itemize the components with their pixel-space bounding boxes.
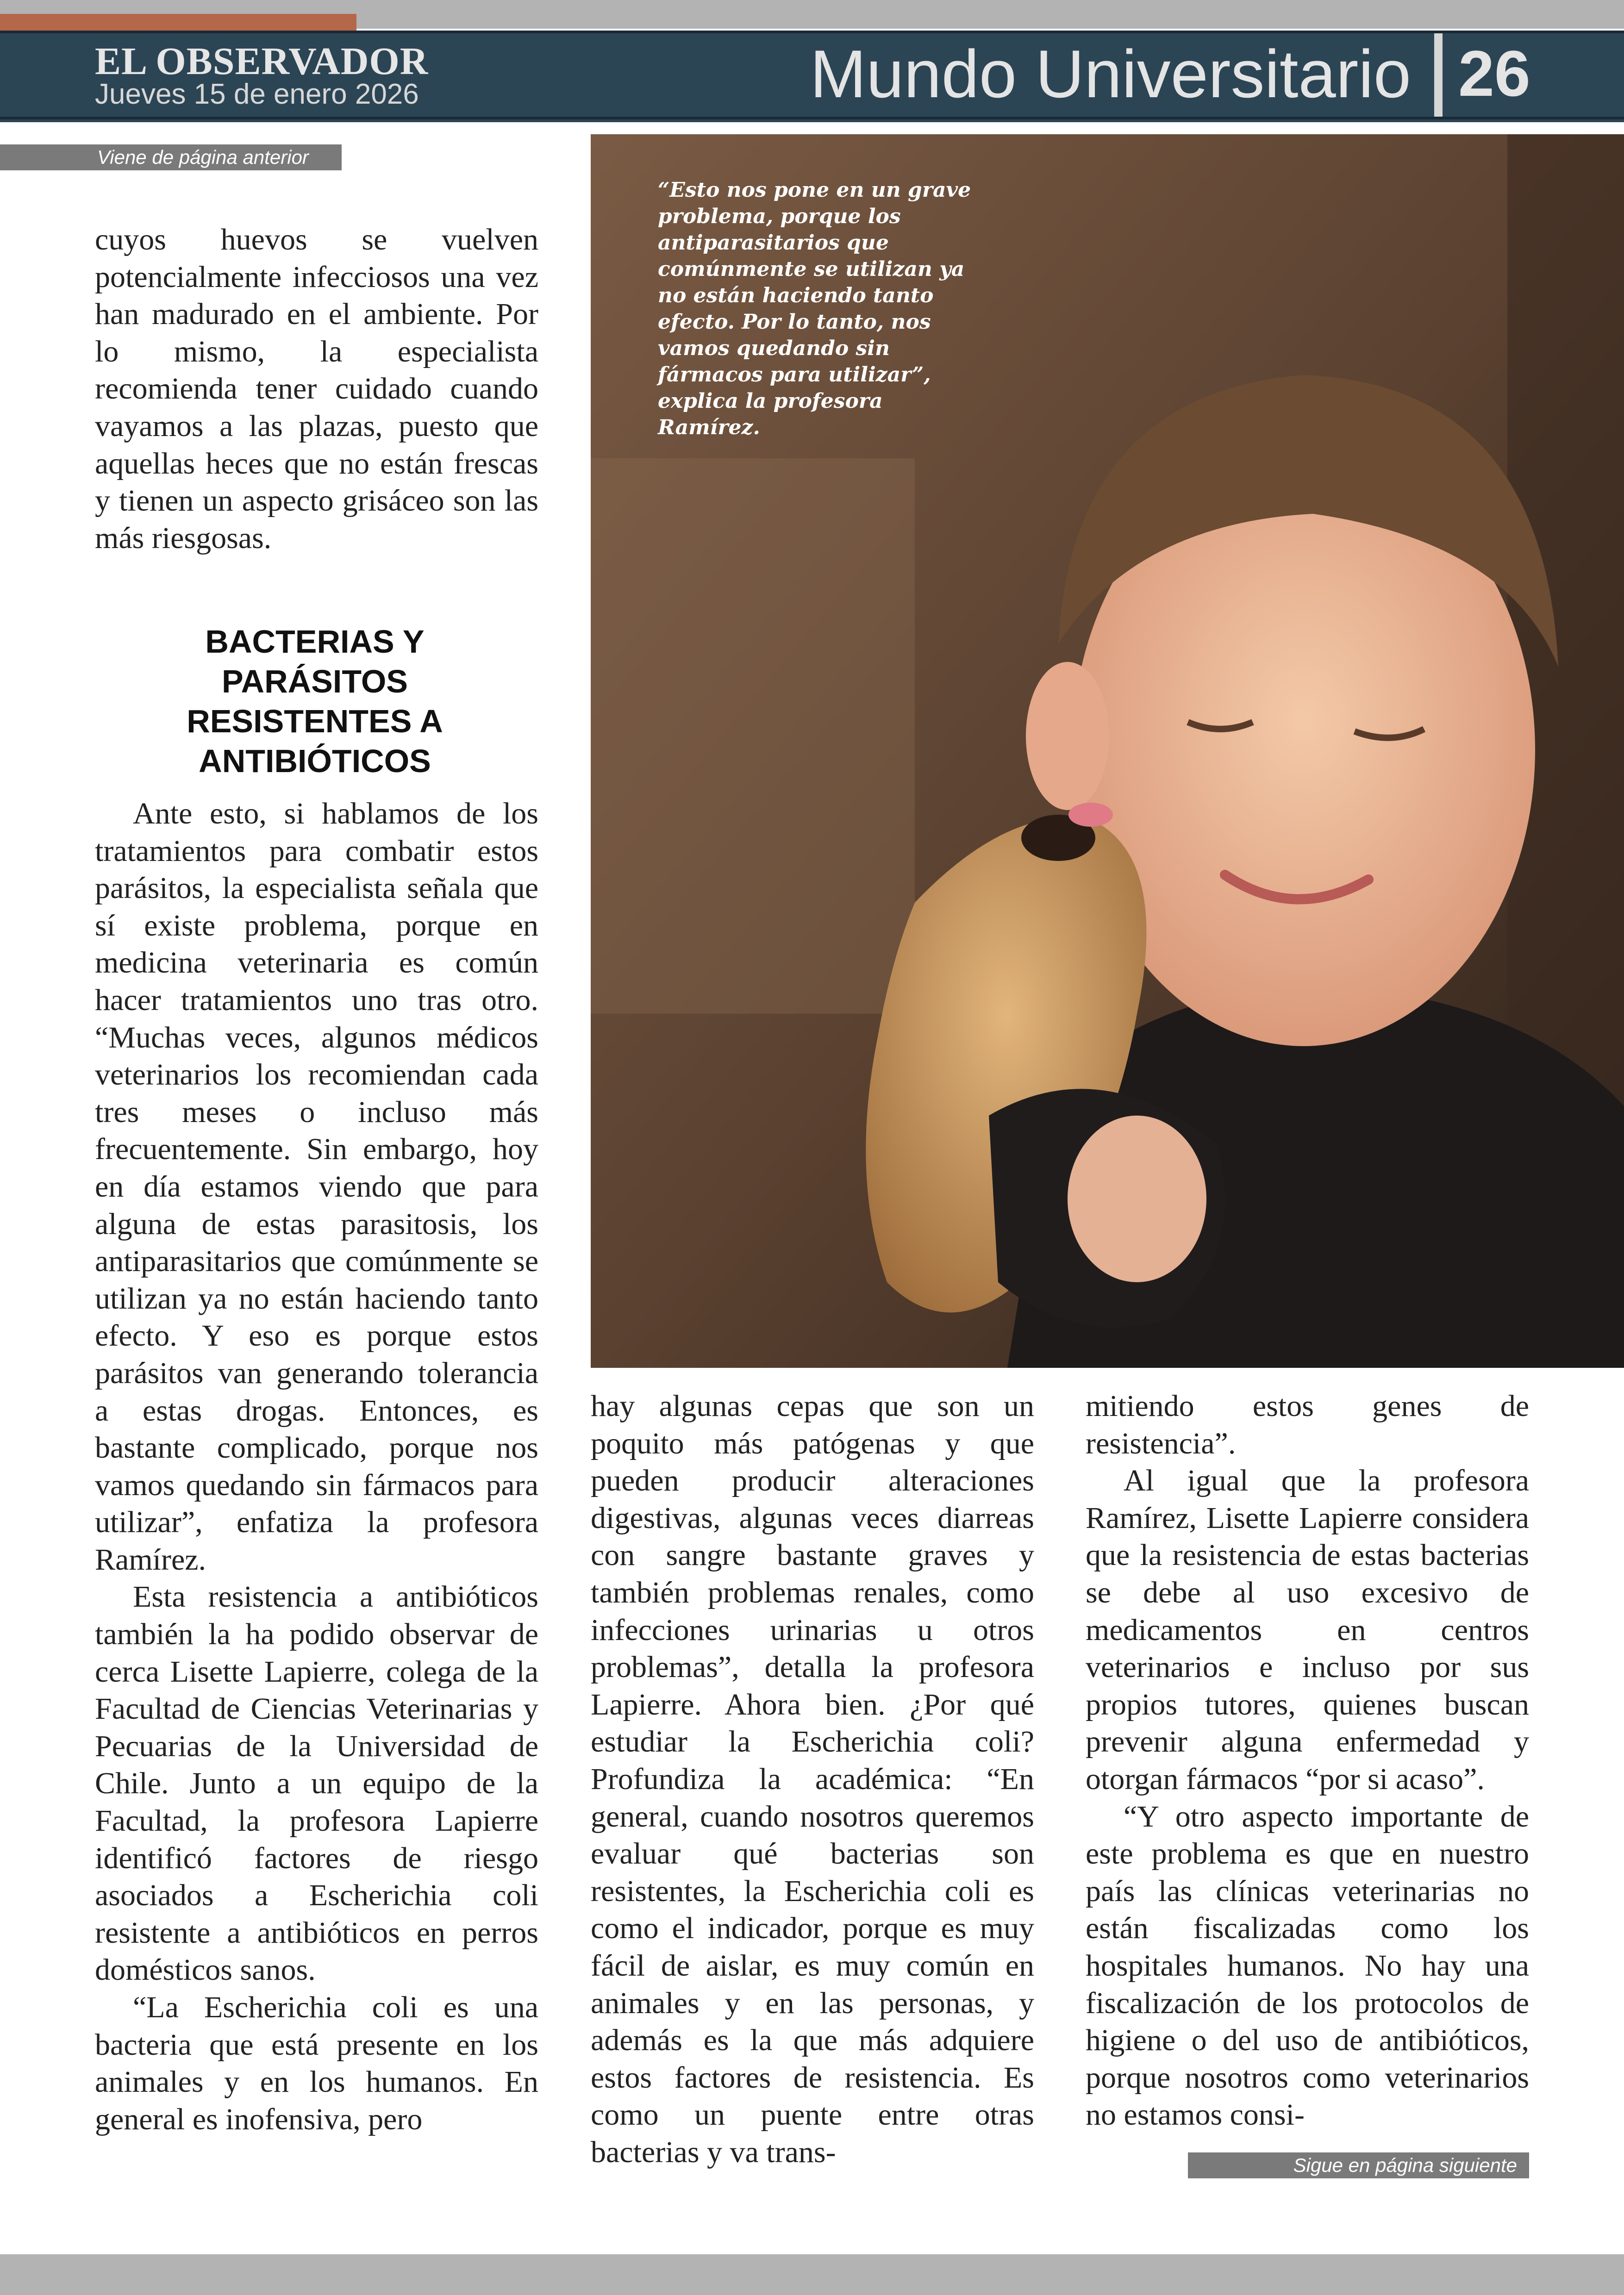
article-column-3 [1086, 1388, 1529, 2134]
subheading: BACTERIAS Y PARÁSITOS RESISTENTES A ANTIBIÓTICOS [187, 624, 443, 780]
column3-paragraph-1: mitiendo estos genes de resistencia”. [1086, 1389, 1529, 1460]
column2-paragraph-1: hay algunas cepas que son un poquito más patógenas y que pueden producir alteraciones digestivas, algunas veces diarreas con sangre bastante graves y también problemas renales, como infecciones urinarias u otros problemas”, detalla la profesora Lapierre. Ahora bien. ¿Por qué estudiar la Escherichia coli? Profundiza la académica: “En general, cuando nosotros queremos evaluar qué bacterias son resistentes, la Escherichia coli es como el indicador, porque es muy fácil de aislar, es muy común en animales y en las personas, y además es la que más adquiere estos factores de resistencia. Es como un puente entre otras bacterias y va trans- [591, 1389, 1034, 2169]
column3-paragraph-3: “Y otro aspecto importante de este problema es que en nuestro país las clínicas veterinarias no están fiscalizadas como los hospitales humanos. No hay una fiscalización de los protocolos de higiene o del uso de antibióticos, porque nosotros como veterinarios no estamos consi- [1086, 1799, 1529, 2132]
article-photo [591, 134, 1624, 1368]
continued-from-tag: Viene de página anterior [0, 144, 342, 170]
accent-bar [0, 14, 356, 31]
column1-paragraph-2: Ante esto, si hablamos de los tratamientos para combatir estos parásitos, la especialista señala que sí existe problema, porque en medicina veterinaria es común hacer tratamientos uno tras otro. “Muchas veces, algunos médicos veterinarios los recomiendan cada tres meses o incluso más frecuentemente. Sin embargo, hoy en día estamos viendo que para alguna de estas parasitosis, los antiparasitarios que comúnmente se utilizan ya no están haciendo tanto efecto. Y eso es porque estos parásitos van generando tolerancia a estas drogas. Entonces, es bastante complicado, porque nos vamos quedando sin fármacos para utilizar”, enfatiza la profesora Ramírez. [95, 797, 538, 1577]
bottom-gray-strip [0, 2254, 1624, 2295]
page-number: 26 [1458, 37, 1530, 110]
article-column-1-continued [95, 795, 538, 2138]
column1-paragraph-3: Esta resistencia a antibióticos también la ha podido observar de cerca Lisette Lapierre, colega de la Facultad de Ciencias Veterinarias y Pecuarias de la Universidad de Chile. Junto a un equipo de la Facultad, la profesora Lapierre identificó factores de riesgo asociados a Escherichia coli resistente a antibióticos en perros domésticos sanos. [95, 1580, 538, 1987]
newspaper-brand: EL OBSERVADOR [95, 40, 429, 83]
photo-pull-quote: “Esto nos pone en un grave problema, porque los antiparasitarios que comúnmente se utilizan ya no están haciendo tanto efecto. Por lo tanto, nos vamos quedando sin fármacos para utilizar”, explica la profesora Ramírez. [658, 178, 971, 439]
header-separator [1434, 33, 1443, 117]
section-title: Mundo Universitario [810, 36, 1411, 112]
column1-paragraph-4: “La Escherichia coli es una bacteria que está presente en los animales y en los humanos. En general es inofensiva, pero [95, 1990, 538, 2136]
article-column-2 [591, 1388, 1034, 2171]
issue-date: Jueves 15 de enero 2026 [95, 78, 419, 110]
masthead [0, 31, 1624, 119]
continued-to-tag: Sigue en página siguiente [1188, 2152, 1529, 2178]
column1-paragraph-1: cuyos huevos se vuelven potencialmente infecciosos una vez han madurado en el ambiente. Por lo mismo, la especialista recomienda tener cuidado cuando vayamos a las plazas, puesto que aquellas heces que no están frescas y tienen un aspecto grisáceo son las más riesgosas. [95, 223, 538, 555]
article-column-1 [95, 221, 538, 557]
header-rule [0, 119, 1624, 122]
column3-paragraph-2: Al igual que la profesora Ramírez, Lisette Lapierre considera que la resistencia de estas bacterias se debe al uso excesivo de medicamentos en centros veterinarios e incluso por sus propios tutores, quienes buscan prevenir alguna enfermedad y otorgan fármacos “por si acaso”. [1086, 1464, 1529, 1796]
